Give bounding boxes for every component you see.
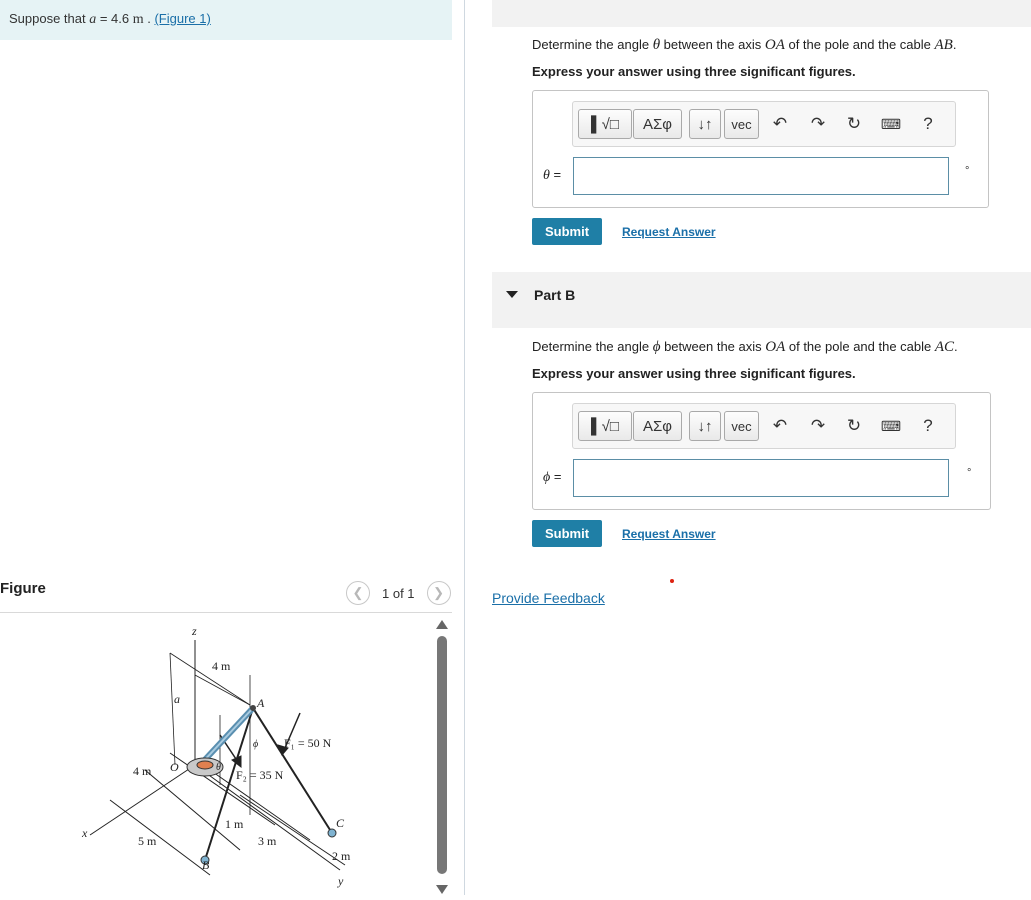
theta-input[interactable] [573, 157, 949, 195]
part-b-submit-button[interactable]: Submit [532, 520, 602, 547]
label-a: a [174, 692, 180, 706]
redo-icon[interactable]: ↷ [810, 416, 826, 435]
arrows-button[interactable]: ↓↑ [689, 411, 721, 441]
part-a-request-answer-link[interactable]: Request Answer [622, 225, 716, 239]
figure-scrollbar[interactable] [436, 620, 446, 895]
collapse-arrow-icon[interactable] [506, 291, 518, 298]
label-phi: ϕ [253, 739, 259, 750]
figure-title: Figure [0, 580, 46, 597]
greek-button[interactable]: ΑΣφ [633, 109, 682, 139]
templates-button[interactable]: ▌√□ [578, 411, 632, 441]
help-icon[interactable]: ? [923, 416, 933, 435]
degree-unit: ° [965, 165, 970, 177]
dim-5m: 5 m [138, 834, 157, 848]
part-b-header[interactable]: Part B [534, 287, 576, 303]
part-a-question: Determine the angle θ between the axis OA of the pole and the cable AB. [532, 37, 957, 53]
dim-1m: 1 m [225, 817, 244, 831]
part-a-header-band [492, 0, 1031, 27]
label-B: B [202, 858, 210, 872]
greek-button[interactable]: ΑΣφ [633, 411, 682, 441]
redo-icon[interactable]: ↷ [810, 114, 826, 133]
part-a-math-toolbar [572, 101, 956, 147]
templates-button[interactable]: ▌√□ [578, 109, 632, 139]
label-C: C [336, 816, 345, 830]
degree-unit: ° [967, 467, 972, 479]
reset-icon[interactable]: ↻ [846, 114, 862, 133]
scroll-up-arrow[interactable] [436, 620, 448, 629]
theta-label: θ = [543, 167, 562, 183]
undo-icon[interactable]: ↶ [772, 416, 788, 435]
phi-label: ϕ = [543, 469, 562, 485]
prompt-var: a [89, 12, 97, 27]
part-a-submit-button[interactable]: Submit [532, 218, 602, 245]
part-a-instruction: Express your answer using three significant figures. [532, 64, 856, 79]
part-b-question: Determine the angle ϕ between the axis OA of the pole and the cable AC. [532, 339, 958, 355]
indicator-dot [670, 579, 674, 583]
label-y: y [338, 874, 344, 888]
figure-diagram [60, 615, 430, 895]
keyboard-icon[interactable]: ⌨ [880, 417, 902, 434]
help-icon[interactable]: ? [923, 114, 933, 133]
part-b-instruction: Express your answer using three significant figures. [532, 366, 856, 381]
prompt-text: Suppose that [9, 11, 90, 26]
dim-4m-left: 4 m [133, 764, 152, 778]
part-a-answer-box [532, 90, 989, 208]
dim-3m: 3 m [258, 834, 277, 848]
vec-button[interactable]: vec [724, 109, 759, 139]
vec-button[interactable]: vec [724, 411, 759, 441]
prompt-unit: m [132, 12, 144, 27]
problem-statement [0, 0, 452, 40]
left-panel [0, 0, 452, 895]
figure-divider [0, 612, 452, 613]
label-A: A [257, 696, 265, 710]
label-z: z [192, 624, 197, 638]
scroll-thumb[interactable] [437, 636, 447, 874]
dim-4m-top: 4 m [212, 659, 231, 673]
prompt-period: . [143, 11, 155, 26]
scroll-down-arrow[interactable] [436, 885, 448, 894]
force-F2: F₂ = 35 N [236, 768, 284, 782]
phi-input[interactable] [573, 459, 949, 497]
label-x: x [82, 826, 88, 840]
provide-feedback-link[interactable]: Provide Feedback [492, 590, 605, 606]
reset-icon[interactable]: ↻ [846, 416, 862, 435]
column-divider [464, 0, 465, 895]
part-b-request-answer-link[interactable]: Request Answer [622, 527, 716, 541]
label-O: O [170, 760, 179, 774]
prev-figure-button[interactable]: ❮ [346, 581, 370, 605]
figure-link[interactable]: (Figure 1) [154, 11, 211, 26]
figure-pager [346, 581, 451, 605]
label-theta: θ [216, 762, 221, 773]
part-b-math-toolbar [572, 403, 956, 449]
part-b-answer-box [532, 392, 991, 510]
undo-icon[interactable]: ↶ [772, 114, 788, 133]
force-F1: F₁ = 50 N [284, 736, 332, 750]
prompt-value: = 4.6 [96, 11, 133, 26]
dim-2m: 2 m [332, 849, 351, 863]
next-figure-button[interactable]: ❯ [427, 581, 451, 605]
keyboard-icon[interactable]: ⌨ [880, 115, 902, 132]
pole-diagram [60, 615, 430, 895]
figure-count: 1 of 1 [382, 585, 415, 601]
arrows-button[interactable]: ↓↑ [689, 109, 721, 139]
